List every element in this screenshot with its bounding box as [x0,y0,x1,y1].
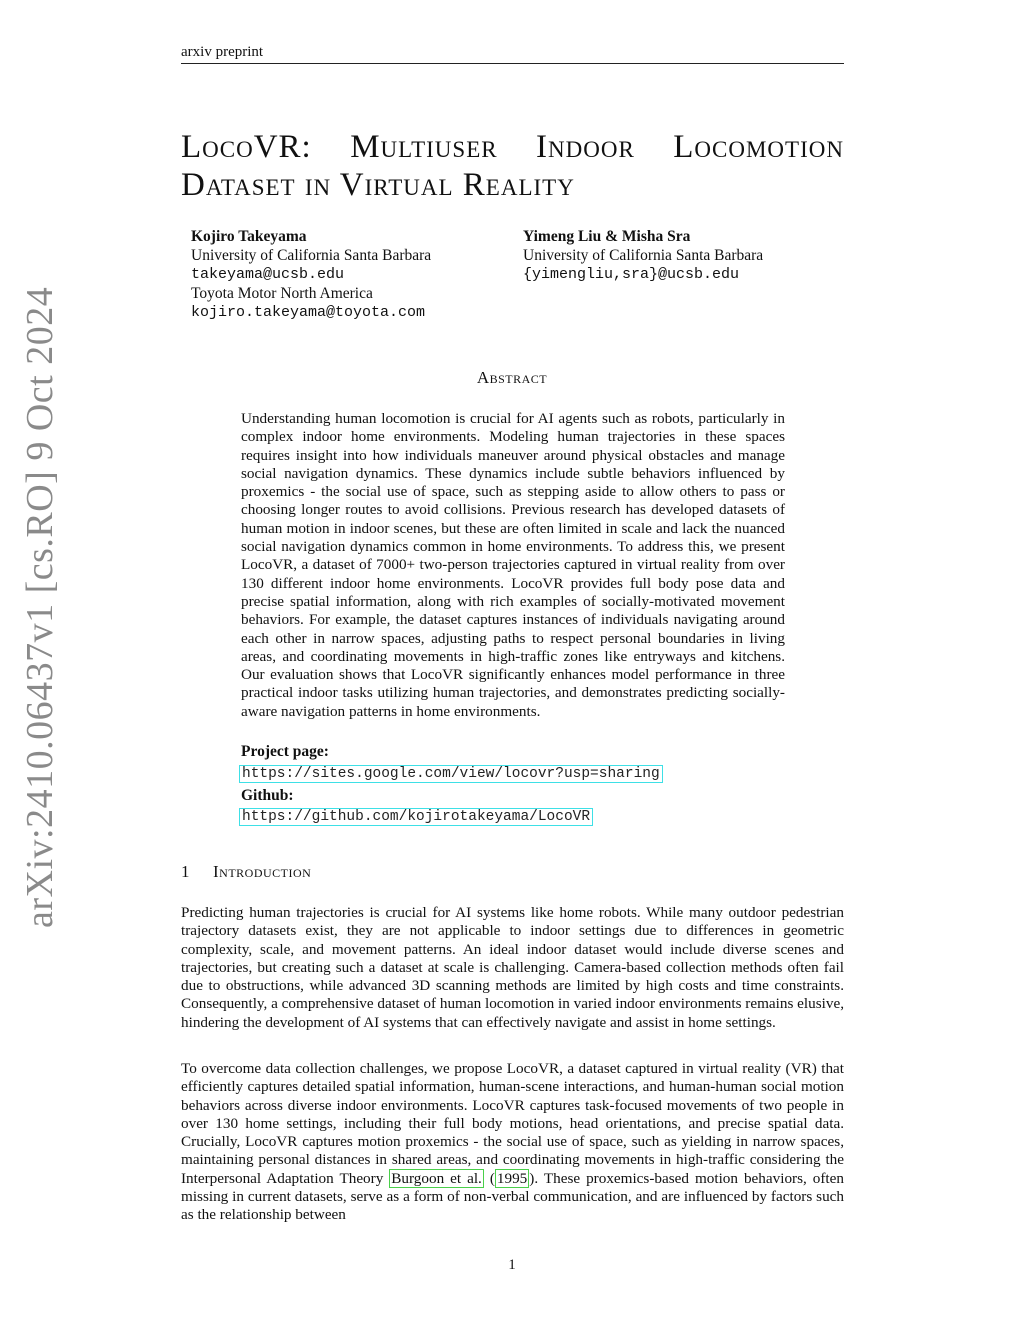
title-word: Locomotion [673,129,844,165]
project-page-label: Project page: [241,743,329,760]
paragraph-text: To overcome data collection challenges, we propose LocoVR, a dataset captured in virtual reality (VR) that efficiently captures detailed spatial information, human-scene interactions, and human-human social motion behaviors across diverse indoor environments. LocoVR captures task-focused movements of two people in over 130 home settings, including their full body motions, head orientations, and precise spatial data. Crucially, LocoVR captures motion proxemics - the social use of space, such as yielding in narrow spaces, maintaining personal distances in shared areas, and coordinating movements in high-traffic considering the Interpersonal Adaptation Theory [181,1060,844,1187]
title-word: LocoVR: [181,129,312,165]
title-word: Indoor [536,129,635,165]
author-email[interactable]: kojiro.takeyama@toyota.com [191,304,426,321]
citation-year-link[interactable]: 1995 [496,1169,528,1187]
title-line-2: Dataset in Virtual Reality [181,167,575,203]
project-page-link[interactable]: https://sites.google.com/view/locovr?usp=sharing [239,765,663,783]
title-word: Multiuser [350,129,498,165]
author-affiliation: Toyota Motor North America [191,285,373,302]
author-block-2 [523,227,763,284]
section-number: 1 [181,862,190,881]
intro-paragraph-1: Predicting human trajectories is crucial for AI systems like home robots. While many outdoor pedestrian trajectory datasets exist, they are not applicable to indoor settings due to differences in geometric complexity, scale, and movement patterns. An ideal indoor dataset would include diverse scenes and trajectories, but creating such a dataset at scale is challenging. Camera-based collection methods often fail due to obstructions, while advanced 3D scanning methods are limited by high costs and time constraints. Consequently, a comprehensive dataset of human locomotion in varied indoor environments remains elusive, hindering the development of AI systems that can effectively navigate and assist in home settings. [181,904,844,1031]
citation-link[interactable]: Burgoon et al. [391,1169,482,1187]
arxiv-side-stamp: arXiv:2410.06437v1 [cs.RO] 9 Oct 2024 [19,286,61,928]
page-number: 1 [508,1257,516,1273]
running-header: arxiv preprint [181,44,844,64]
github-label: Github: [241,787,294,804]
author-block-1 [191,227,431,322]
author-affiliation: University of California Santa Barbara [191,247,432,264]
github-link[interactable]: https://github.com/kojirotakeyama/LocoVR [239,808,593,826]
paragraph-text: . These proxemics-based motion behaviors, often missing in current datasets, serve as a form of non-verbal communication, and are influenced by factors such as the relationship between [181,1169,844,1224]
author-email[interactable]: {yimengliu,sra}@ucsb.edu [523,266,740,283]
author-email[interactable]: takeyama@ucsb.edu [191,266,345,283]
author-affiliation: University of California Santa Barbara [523,247,764,264]
abstract-heading: Abstract [476,368,548,387]
intro-paragraph-2: To overcome data collection challenges, we propose LocoVR, a dataset captured in virtual reality (VR) that efficiently captures detailed spatial information, human-scene interactions, and human-human social motion behaviors across diverse indoor environments. LocoVR captures task-focused movements of two people in over 130 home settings, including their full body motions, head orientations, and precise spatial data. Crucially, LocoVR captures motion proxemics - the social use of space, such as yielding in narrow spaces, maintaining personal distances in shared areas, and coordinating movements in high-traffic considering the Interpersonal Adaptation Theory Burgoon et al. ( 1995 ). These proxemics-based motion behaviors, often missing in current datasets, serve as a form of non-verbal communication, and are influenced by factors such as the relationship between [181,1060,844,1224]
paper-title [181,128,844,204]
author-name: Kojiro Takeyama [191,228,307,245]
author-name: Yimeng Liu & Misha Sra [523,228,691,245]
abstract-body: Understanding human locomotion is crucial for AI agents such as robots, particularly in complex indoor home environments. Modeling human trajectories in these spaces requires insight into how individuals maneuver around physical obstacles and manage social navigation dynamics. These dynamics include subtle behaviors influenced by proxemics - the social use of space, such as stepping aside to allow others to pass or choosing longer routes to avoid collisions. Previous research has developed datasets of human motion in indoor scenes, but these are often limited in scale and lack the nuanced social navigation dynamics common in home environments. To address this, we present LocoVR, a dataset of 7000+ two-person trajectories captured in virtual reality from over 130 different indoor home environments. LocoVR provides full body pose data and precise spatial information, along with rich examples of socially-motivated movement behaviors. For example, the dataset captures instances of individuals navigating around each other in narrow spaces, adjusting paths to respect personal boundaries in living areas, and coordinating movements in high-traffic zones like entryways and kitchens. Our evaluation shows that LocoVR significantly enhances model performance in three practical indoor tasks utilizing human trajectories, and demonstrates predicting socially-aware navigation patterns in home environments. [241,410,785,720]
section-title: Introduction [213,862,312,881]
section-heading [181,862,311,882]
title-line-1 [181,128,844,166]
